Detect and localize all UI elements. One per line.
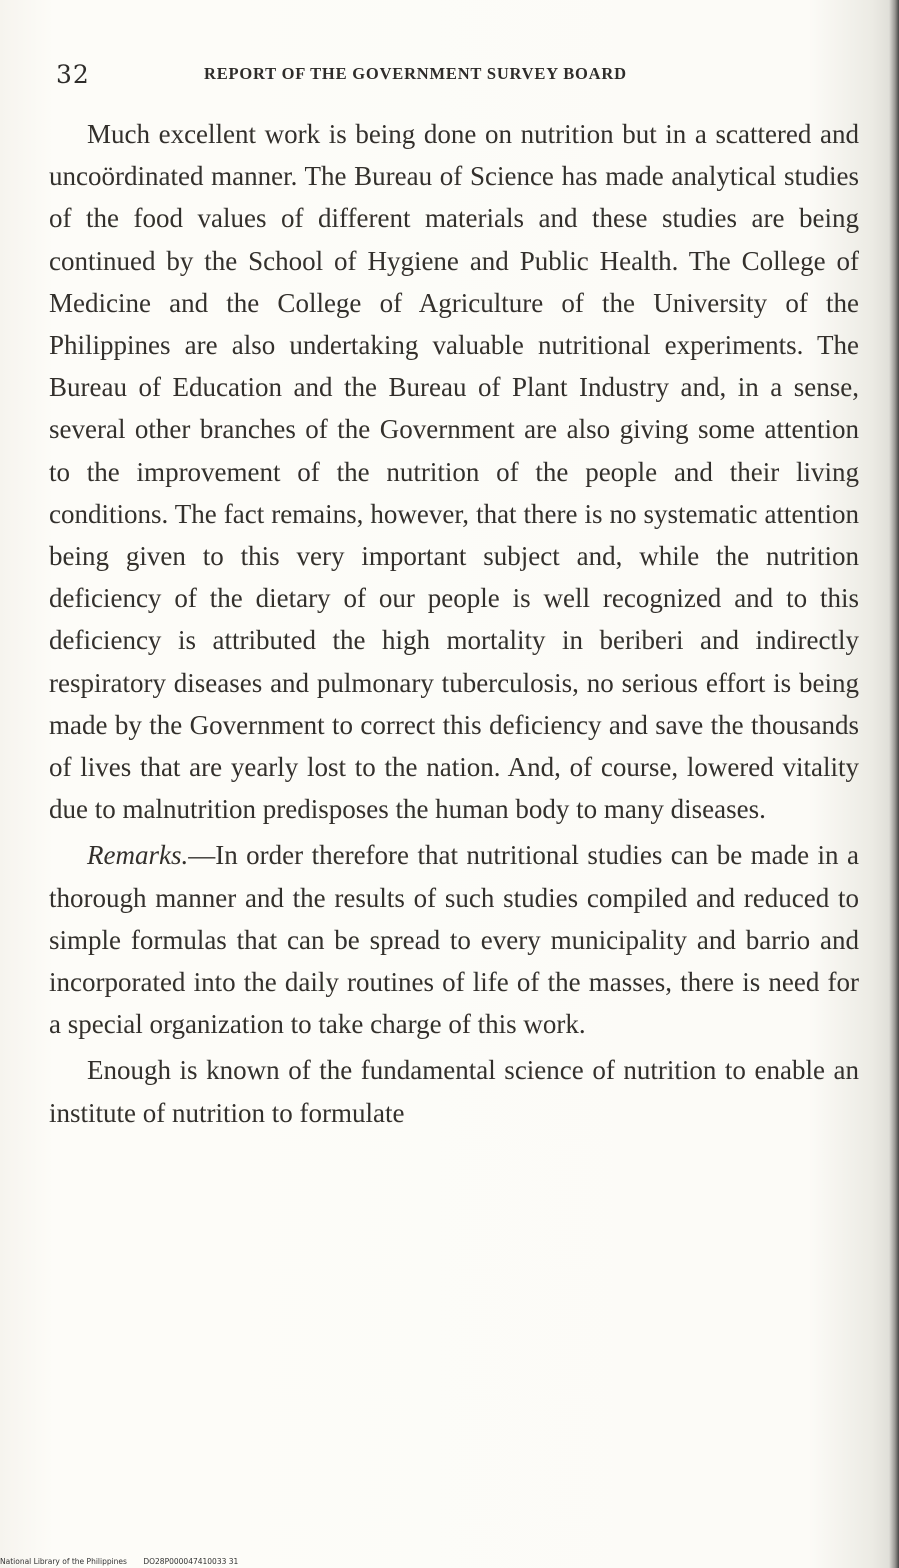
page-number: 32 — [56, 60, 90, 89]
footer-identifier: DO28P000047410033 31 — [143, 1557, 239, 1566]
footer-library: National Library of the Philippines — [0, 1557, 127, 1566]
running-head: REPORT OF THE GOVERNMENT SURVEY BOARD — [204, 64, 627, 83]
page-header — [56, 60, 856, 100]
paragraph-remarks — [49, 834, 859, 1045]
remarks-label: Remarks. — [87, 840, 189, 871]
body-text — [49, 113, 859, 1134]
paragraph-institute: Enough is known of the fundamental science of nutrition to enable an institute of nutrition to formulate — [49, 1055, 859, 1128]
remarks-text: —In order therefore that nutritional studies can be made in a thorough manner and the results of such studies compiled and reduced to simple formulas that can be spread to every municipality and barrio and incorporated into the daily routines of life of the masses, there is need for a special organization to take charge of this work. — [49, 840, 859, 1040]
paragraph-nutrition-work: Much excellent work is being done on nutrition but in a scattered and uncoördinated manner. The Bureau of Science has made analytical studies of the food values of different materials and these studies are being continued by the School of Hygiene and Public Health. The College of Medicine and the College of Agriculture of the University of the Philippines are also undertaking valuable nutritional experiments. The Bureau of Education and the Bureau of Plant Industry and, in a sense, several other branches of the Government are also giving some attention to the improvement of the nutrition of the people and their living conditions. The fact remains, however, that there is no systematic attention being given to this very important subject and, while the nutrition deficiency of the dietary of our people is well recognized and to this deficiency is attributed the high mortality in beriberi and indirectly respiratory diseases and pulmonary tuberculosis, no serious effort is being made by the Government to correct this deficiency and save the thousands of lives that are yearly lost to the nation. And, of course, lowered vitality due to malnutrition predisposes the human body to many diseases. — [49, 119, 859, 825]
scan-footer — [0, 1557, 238, 1566]
page-edge-shadow — [889, 0, 899, 1568]
